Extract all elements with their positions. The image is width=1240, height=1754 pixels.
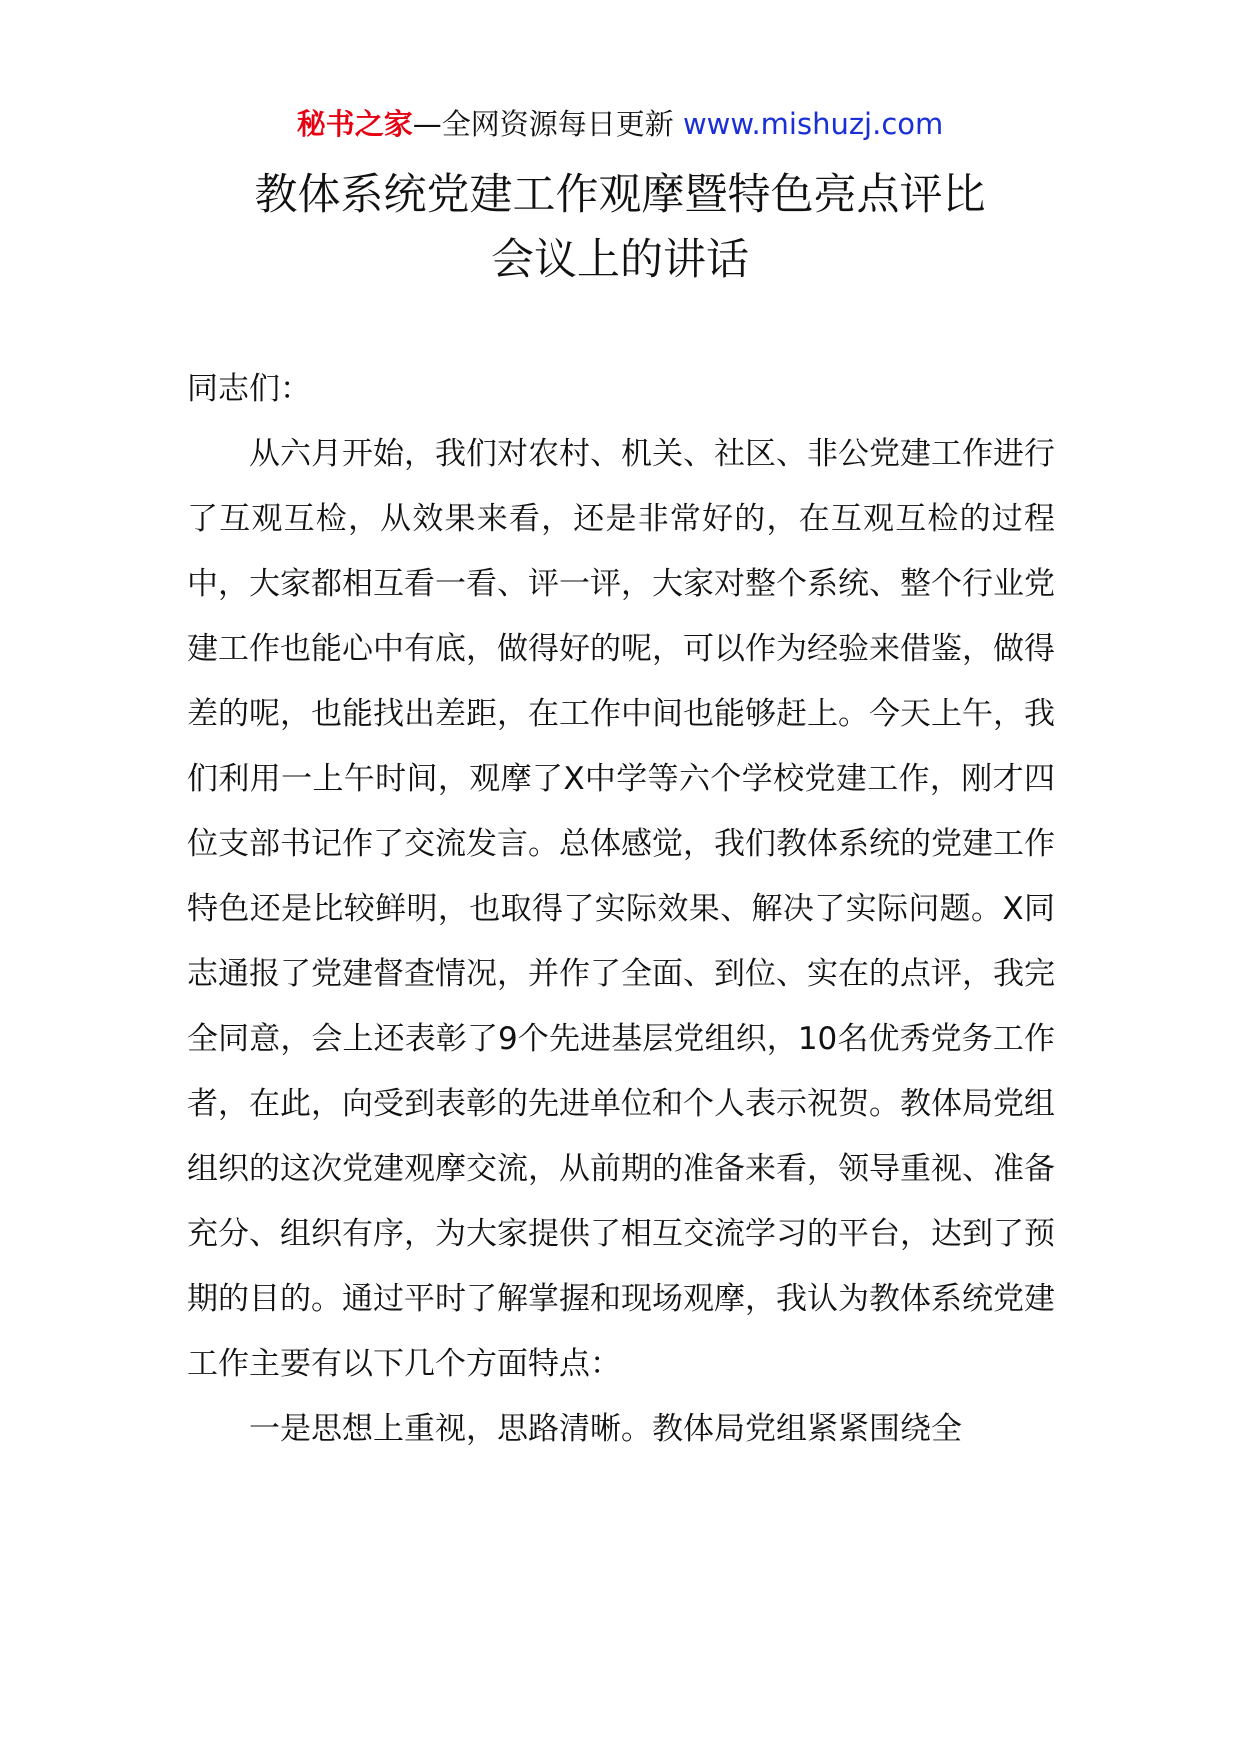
site-url-link[interactable]: www.mishuzj.com [682, 107, 944, 141]
document-title [0, 163, 1240, 293]
salutation: 同志们： [187, 371, 311, 407]
paragraph-1: 从六月开始，我们对农村、机关、社区、非公党建工作进行了互观互检，从效果来看，还是非常好的，在互观互检的过程中，大家都相互看一看、评一评，大家对整个系统、整个行业党建工作也能心中有底，做得好的呢，可以作为经验来借鉴，做得差的呢，也能找出差距，在工作中间也能够赶上。今天上午，我们利用一上午时间，观摩了X中学等六个学校党建工作，刚才四位支部书记作了交流发言。总体感觉，我们教体系统的党建工作特色还是比较鲜明，也取得了实际效果、解决了实际问题。X同志通报了党建督查情况，并作了全面、到位、实在的点评，我完全同意，会上还表彰了9个先进基层党组织，10名优秀党务工作者，在此，向受到表彰的先进单位和个人表示祝贺。教体局党组组织的这次党建观摩交流，从前期的准备来看，领导重视、准备充分、组织有序，为大家提供了相互交流学习的平台，达到了预期的目的。通过平时了解掌握和现场观摩，我认为教体系统党建工作主要有以下几个方面特点： [187, 436, 1055, 1382]
header-slogan: —全网资源每日更新 [412, 107, 674, 141]
site-header [0, 102, 1240, 146]
title-line-1: 教体系统党建工作观摩暨特色亮点评比 [254, 170, 986, 220]
brand-name: 秘书之家 [296, 107, 413, 141]
title-line-2: 会议上的讲话 [491, 235, 749, 285]
document-body [187, 357, 1055, 1462]
paragraph-2: 一是思想上重视，思路清晰。教体局党组紧紧围绕全 [249, 1411, 962, 1447]
